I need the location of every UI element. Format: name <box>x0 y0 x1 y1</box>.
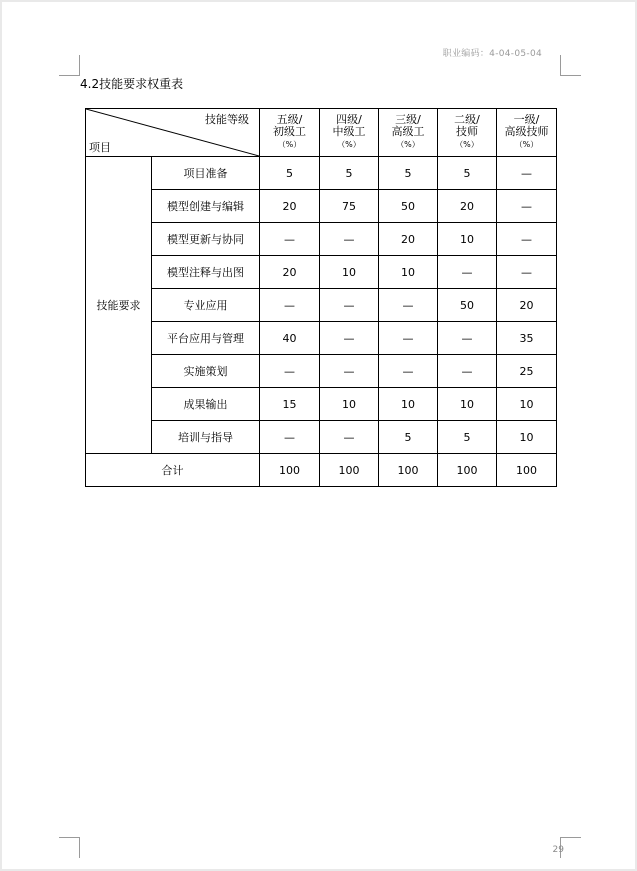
value-cell: — <box>320 322 379 355</box>
value-cell: — <box>320 355 379 388</box>
total-label: 合计 <box>86 454 260 487</box>
item-label: 项目 <box>89 141 111 154</box>
value-cell: — <box>438 355 497 388</box>
value-cell: — <box>260 421 320 454</box>
value-cell: 20 <box>497 289 557 322</box>
item-cell: 实施策划 <box>152 355 260 388</box>
value-cell: — <box>260 355 320 388</box>
value-cell: 50 <box>379 190 438 223</box>
value-cell: 10 <box>497 388 557 421</box>
occupation-code: 职业编码：4-04-05-04 <box>442 49 542 59</box>
value-cell: 5 <box>438 421 497 454</box>
value-cell: — <box>379 289 438 322</box>
item-cell: 专业应用 <box>152 289 260 322</box>
total-value-cell: 100 <box>497 454 557 487</box>
value-cell: 40 <box>260 322 320 355</box>
value-cell: — <box>379 355 438 388</box>
corner-mark-bottom-left <box>59 837 80 858</box>
table-row <box>86 157 557 190</box>
item-cell: 成果输出 <box>152 388 260 421</box>
value-cell: — <box>379 322 438 355</box>
value-cell: 20 <box>260 256 320 289</box>
table-row <box>86 256 557 289</box>
value-cell: 5 <box>379 421 438 454</box>
diagonal-header-cell <box>86 109 260 157</box>
value-cell: — <box>438 322 497 355</box>
value-cell: 20 <box>438 190 497 223</box>
table-row <box>86 322 557 355</box>
value-cell: — <box>497 190 557 223</box>
level-header-2: 二级/ 技师 （%） <box>438 109 497 157</box>
value-cell: 10 <box>379 256 438 289</box>
document-page <box>2 2 635 869</box>
value-cell: — <box>260 289 320 322</box>
item-cell: 模型注释与出图 <box>152 256 260 289</box>
table-header-row <box>86 109 557 157</box>
value-cell: 10 <box>320 388 379 421</box>
value-cell: 10 <box>320 256 379 289</box>
item-cell: 项目准备 <box>152 157 260 190</box>
value-cell: — <box>260 223 320 256</box>
section-title: 4.2技能要求权重表 <box>80 77 184 91</box>
page-number: 29 <box>552 845 564 855</box>
level-header-4: 四级/ 中级工 （%） <box>320 109 379 157</box>
table-row <box>86 190 557 223</box>
table-row <box>86 223 557 256</box>
value-cell: 5 <box>320 157 379 190</box>
value-cell: 10 <box>379 388 438 421</box>
value-cell: — <box>320 223 379 256</box>
skill-weight-table <box>85 108 557 487</box>
total-value-cell: 100 <box>320 454 379 487</box>
value-cell: 75 <box>320 190 379 223</box>
skill-requirements-group-label: 技能要求 <box>86 157 152 454</box>
table-row <box>86 355 557 388</box>
corner-mark-top-right <box>560 55 581 76</box>
level-header-3: 三级/ 高级工 （%） <box>379 109 438 157</box>
corner-mark-top-left <box>59 55 80 76</box>
table-row <box>86 421 557 454</box>
table-row <box>86 388 557 421</box>
level-header-5: 五级/ 初级工 （%） <box>260 109 320 157</box>
value-cell: — <box>497 256 557 289</box>
value-cell: 10 <box>438 388 497 421</box>
skill-level-label: 技能等级 <box>205 113 249 126</box>
value-cell: 20 <box>379 223 438 256</box>
value-cell: — <box>320 421 379 454</box>
value-cell: — <box>497 223 557 256</box>
value-cell: 20 <box>260 190 320 223</box>
total-value-cell: 100 <box>438 454 497 487</box>
item-cell: 培训与指导 <box>152 421 260 454</box>
item-cell: 平台应用与管理 <box>152 322 260 355</box>
value-cell: 10 <box>438 223 497 256</box>
value-cell: 5 <box>260 157 320 190</box>
value-cell: 50 <box>438 289 497 322</box>
item-cell: 模型创建与编辑 <box>152 190 260 223</box>
value-cell: 35 <box>497 322 557 355</box>
value-cell: 15 <box>260 388 320 421</box>
total-value-cell: 100 <box>379 454 438 487</box>
total-row <box>86 454 557 487</box>
table-row <box>86 289 557 322</box>
value-cell: 10 <box>497 421 557 454</box>
value-cell: — <box>438 256 497 289</box>
total-value-cell: 100 <box>260 454 320 487</box>
level-header-1: 一级/ 高级技师 （%） <box>497 109 557 157</box>
value-cell: — <box>320 289 379 322</box>
value-cell: 5 <box>379 157 438 190</box>
value-cell: — <box>497 157 557 190</box>
value-cell: 5 <box>438 157 497 190</box>
item-cell: 模型更新与协同 <box>152 223 260 256</box>
value-cell: 25 <box>497 355 557 388</box>
